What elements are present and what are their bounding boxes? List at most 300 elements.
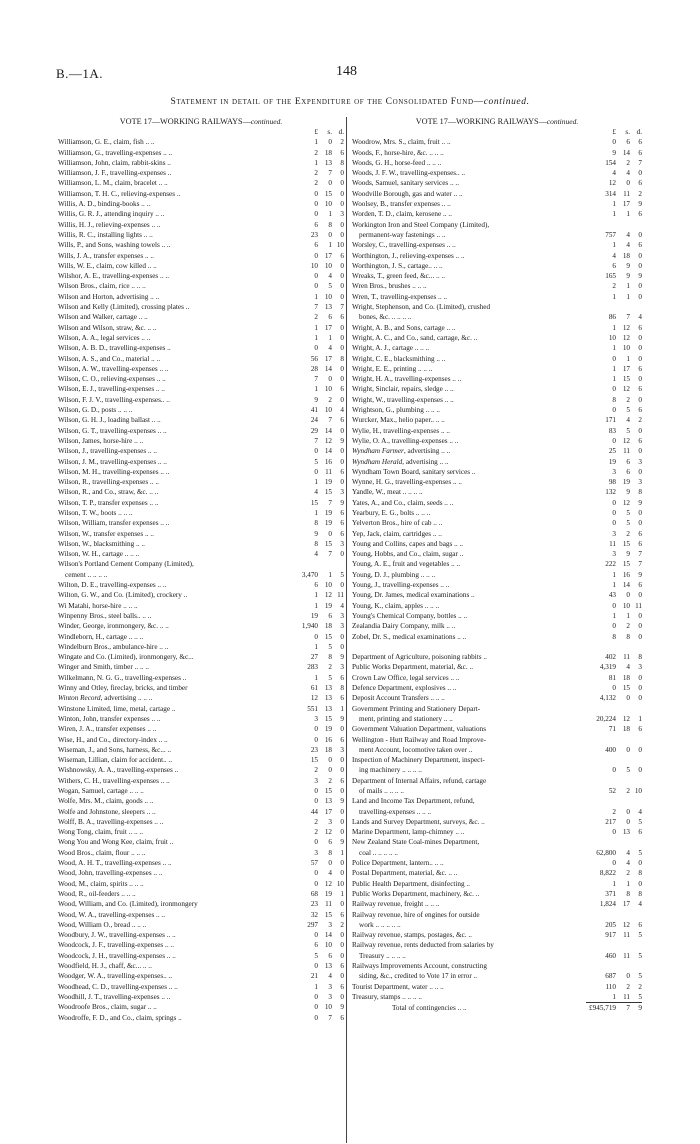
amount-shillings: 11 [623,189,630,198]
amount-pounds: 283 [307,663,318,672]
expenditure-row [352,529,642,539]
amount-pounds: 41 [310,406,318,415]
amount-pounds: 0 [612,828,616,837]
amount-shillings: 8 [328,653,332,662]
amount-pounds: 0 [612,859,616,868]
expenditure-row [352,354,642,364]
amount-pounds: 2 [314,313,318,322]
expenditure-row [58,261,344,271]
amount-pence: 10 [336,879,344,888]
amount-pence: 0 [340,323,344,332]
amount-pence: 0 [638,673,642,682]
expenditure-row [58,899,344,909]
row-description: Postal Department, material, &c. .. .. [352,869,458,878]
page-number: 148 [336,64,357,79]
expenditure-row [58,590,344,600]
amount-pence: 0 [638,684,642,693]
row-description: Withers, C. H., travelling-expenses .. .. [58,776,170,785]
amount-pounds: 3 [314,714,318,723]
amount-pence: 0 [340,292,344,301]
amount-pence: 9 [340,436,344,445]
amount-pounds: 687 [605,972,616,981]
row-description: Defence Department, explosives .. .. [352,684,457,693]
amount-shillings: 10 [324,200,332,209]
row-description: Wong Tong, claim, fruit .. .. .. [58,828,144,837]
amount-pounds: 24 [310,416,318,425]
row-description: Wilson, G. D., posts .. .. .. [58,406,133,415]
amount-pence: d. [338,128,344,136]
amount-pounds: 61 [310,684,318,693]
row-description: Marine Department, lamp-chimney .. .. [352,828,465,837]
amount-pounds: 7 [314,303,318,312]
row-description: Wilson and Wilson, straw, &c. .. .. [58,323,157,332]
currency-header-row [58,127,344,137]
expenditure-row [352,807,642,817]
expenditure-row [58,889,344,899]
amount-pounds: 2 [314,817,318,826]
amount-pounds: 402 [605,653,616,662]
amount-shillings: 18 [324,622,332,631]
row-description: Treasury, stamps .. .. .. .. [352,992,422,1001]
expenditure-row [58,508,344,518]
row-description: Worsley, C., travelling-expenses .. .. [352,241,456,250]
amount-pence: 0 [340,642,344,651]
row-description: Wyndham Town Board, sanitary services .. [352,467,476,476]
row-description: Williamson, G., travelling-expenses .. .. [58,148,173,157]
expenditure-row [352,951,642,961]
row-description: Wright, Stephenson, and Co. (Limited), crushed [352,303,491,312]
expenditure-row [58,302,344,312]
expenditure-row [58,148,344,158]
expenditure-row [352,920,642,930]
amount-pounds: 1 [612,570,616,579]
amount-shillings: 16 [324,457,332,466]
amount-pounds: 0 [612,519,616,528]
amount-pence: 2 [638,982,642,991]
amount-pence: 5 [638,972,642,981]
row-description: Wilshor, A. E., travelling-expenses .. .. [58,272,170,281]
expenditure-row [352,848,642,858]
row-description: Treasury .. .. .. .. [359,951,406,960]
row-description: Woodrow, Mrs. S., claim, fruit .. .. [352,138,451,147]
row-description: Wylie, H., travelling-expenses .. .. [352,426,450,435]
amount-pounds: 7 [314,436,318,445]
amount-pounds: 0 [612,436,616,445]
amount-shillings: 10 [324,941,332,950]
amount-shillings: 18 [622,725,630,734]
amount-pence: 5 [638,848,642,857]
amount-pence: 6 [638,539,642,548]
amount-pence: 3 [340,622,344,631]
amount-pounds: 1 [612,992,616,1001]
amount-pounds: 8 [612,632,616,641]
amount-shillings: 13 [324,303,332,312]
amount-pence: 4 [638,313,642,322]
amount-pence: 0 [340,426,344,435]
amount-pence: 0 [340,189,344,198]
expenditure-row [58,982,344,992]
amount-pence: 0 [340,828,344,837]
row-description: Wright, E. E., printing .. .. .. [352,364,433,373]
right-heading-text: VOTE 17—WORKING RAILWAYS— [415,117,547,126]
amount-pounds: 68 [310,889,318,898]
amount-pence: 0 [340,787,344,795]
amount-shillings: 9 [626,261,630,270]
expenditure-row [58,457,344,467]
row-description: Windleborn, H., cartage .. .. .. [58,632,144,641]
expenditure-row [352,662,642,672]
expenditure-row [352,498,642,508]
row-description: Railways Improvements Account, constructing [352,962,487,971]
amount-shillings: 1 [626,611,630,620]
row-description: Wilson, E. J., travelling-expenses .. .. [58,385,165,394]
amount-pounds: 29 [310,426,318,435]
amount-shillings: 15 [324,189,332,198]
amount-pence: 6 [340,776,344,785]
amount-pence: 0 [340,859,344,868]
row-description: Wilson, F. J. V., travelling-expenses.. .. [58,395,170,404]
amount-pounds: 56 [310,354,318,363]
amount-pence: 7 [638,560,642,569]
expenditure-row [58,487,344,497]
amount-shillings: 15 [324,787,332,795]
amount-pounds: 4,132 [599,694,616,703]
amount-pounds: 0 [314,251,318,260]
amount-pounds: 2 [612,282,616,291]
expenditure-row [352,786,642,796]
expenditure-row [58,137,344,147]
amount-pence: 8 [340,684,344,693]
row-description: Willis, A. D., binding-books .. .. [58,200,151,209]
amount-pounds: 32 [310,910,318,919]
amount-pence: 6 [638,323,642,332]
amount-pence: 6 [340,673,344,682]
expenditure-row [352,590,642,600]
amount-pence: 0 [340,931,344,940]
amount-shillings: s. [625,128,630,136]
amount-pounds: 8,822 [599,869,616,878]
expenditure-row [352,220,642,230]
expenditure-row [352,868,642,878]
expenditure-row [58,755,344,765]
right-column [352,117,642,1013]
amount-pence: 0 [638,282,642,291]
row-description: Wilson's Portland Cement Company (Limited), [58,560,194,569]
row-description: Woods, G. H., horse-feed .. .. .. [352,158,442,167]
amount-shillings: 6 [328,611,332,620]
amount-pence: 6 [340,148,344,157]
row-description: cement .. .. .. .. [65,570,108,579]
row-description: Wright, H. A., travelling-expenses .. .. [352,375,462,384]
expenditure-row [58,518,344,528]
amount-pence: 5 [638,992,642,1001]
expenditure-row [352,601,642,611]
amount-pounds: £ [314,128,318,136]
amount-pence: 0 [340,179,344,188]
amount-shillings: 10 [324,406,332,415]
amount-pounds: £ [612,128,616,136]
amount-pounds: 23 [310,745,318,754]
amount-shillings: 3 [328,992,332,1001]
amount-pence: 2 [340,920,344,929]
amount-pounds: 0 [314,210,318,219]
row-description: Wilson, William, transfer expenses .. .. [58,519,170,528]
caption-text: Statement in detail of the Expenditure of the Consolidated Fund— [170,97,484,107]
amount-pence: 0 [638,745,642,754]
right-heading-cont: continued. [546,117,579,126]
row-description: Yandle, W., meat .. .. .. .. [352,488,423,497]
left-column-heading [58,117,344,127]
row-description: Wright, W., travelling-expenses .. .. [352,395,454,404]
amount-shillings: 2 [626,787,630,795]
row-description: Railway revenue, rents deducted from salaries by [352,941,494,950]
expenditure-row [58,446,344,456]
amount-shillings: 2 [626,529,630,538]
row-description: Wills, W. E., claim, cow killed .. .. [58,261,157,270]
amount-shillings: 6 [328,838,332,847]
amount-shillings: s. [327,128,332,136]
amount-shillings: 4 [626,230,630,239]
amount-pounds: 400 [605,745,616,754]
expenditure-row [352,693,642,703]
row-description: Woodfield, H. J., chaff, &c... .. .. [58,962,152,971]
row-description: Yelverton Bros., hire of cab .. .. [352,519,443,528]
amount-pounds: 0 [314,797,318,806]
expenditure-row [352,961,642,971]
expenditure-row [58,251,344,261]
amount-pence: 0 [340,375,344,384]
expenditure-row [58,467,344,477]
amount-pence: 0 [340,581,344,590]
row-description: Willis, R. C., installing lights .. .. [58,230,153,239]
row-description: Wills, P., and Sons, washing towels .. .. [58,241,171,250]
row-description: Willis, G. R. J., attending inquiry .. .. [58,210,165,219]
amount-pence: 6 [638,529,642,538]
row-description: travelling-expenses .. .. .. [359,807,432,816]
expenditure-row [58,405,344,415]
amount-pence: 3 [340,539,344,548]
row-description: Wills, J. A., transfer expenses .. .. [58,251,154,260]
amount-shillings: 17 [324,323,332,332]
expenditure-row [58,178,344,188]
amount-shillings: 7 [616,1002,630,1013]
amount-pence: 7 [340,303,344,312]
amount-pence: 6 [340,982,344,991]
expenditure-row [58,374,344,384]
amount-pounds: 19 [310,611,318,620]
expenditure-row [352,992,642,1002]
amount-pence: 10 [336,241,344,250]
amount-pence: 0 [638,395,642,404]
amount-pounds: 110 [605,982,616,991]
amount-pence: 6 [340,735,344,744]
expenditure-row [58,199,344,209]
row-description: ing machinery .. .. .. .. [359,766,422,775]
expenditure-row [352,323,642,333]
amount-pence: 0 [638,859,642,868]
expenditure-row [58,745,344,755]
expenditure-row [58,827,344,837]
amount-shillings: 0 [626,694,630,703]
amount-shillings: 19 [324,478,332,487]
amount-pounds: 0 [612,622,616,631]
amount-pounds: 0 [314,344,318,353]
amount-pounds: 86 [608,313,616,322]
expenditure-row [58,415,344,425]
amount-pounds: 757 [605,230,616,239]
expenditure-row [352,899,642,909]
expenditure-row [58,930,344,940]
amount-pence: 0 [340,230,344,239]
amount-shillings: 12 [622,323,630,332]
amount-shillings: 7 [328,169,332,178]
caption-continued: continued. [483,97,530,107]
amount-pounds: 0 [314,725,318,734]
amount-pounds: 6 [314,941,318,950]
row-description: Government Printing and Stationery Depart- [352,704,481,713]
amount-pounds: 12 [310,694,318,703]
amount-pence: 6 [638,828,642,837]
row-description: Wiseman, Lillian, claim for accident.. .. [58,756,173,765]
amount-pounds: 1,940 [301,622,318,631]
amount-pence: 6 [638,581,642,590]
amount-shillings: 4 [626,848,630,857]
row-description: Wood, R., oil-feeders .. .. .. [58,889,136,898]
amount-pounds: 1 [314,642,318,651]
expenditure-row [58,683,344,693]
expenditure-row [352,642,642,652]
amount-shillings: 1 [626,292,630,301]
amount-pounds: 4 [314,488,318,497]
amount-pence: 6 [638,920,642,929]
amount-pounds: 0 [612,508,616,517]
amount-shillings: 1 [626,879,630,888]
row-description: Williamson, J. F., travelling-expenses .. [58,169,172,178]
amount-shillings: 9 [626,550,630,559]
expenditure-row [352,199,642,209]
amount-shillings: 17 [622,200,630,209]
expenditure-row [352,467,642,477]
amount-pence: 6 [638,210,642,219]
row-description: Wynne, H. G., travelling-expenses .. .. [352,478,462,487]
expenditure-row [58,735,344,745]
row-description: Wood, A. H. T., travelling-expenses .. .. [58,859,172,868]
amount-pence: 0 [340,972,344,981]
amount-pence: 9 [340,838,344,847]
row-description: Wilson, M. H., travelling-expenses .. .. [58,467,170,476]
row-description: ment, printing and stationery .. .. [359,714,453,723]
amount-pence: 0 [340,766,344,775]
amount-shillings: 2 [328,776,332,785]
amount-shillings: 16 [324,735,332,744]
amount-shillings: 19 [324,725,332,734]
amount-shillings: 10 [324,385,332,394]
row-description: Woodroffe, F. D., and Co., claim, springs .. [58,1013,182,1022]
amount-pence: 0 [638,169,642,178]
amount-pence: 0 [340,457,344,466]
amount-pence: 0 [340,344,344,353]
amount-shillings: 4 [626,416,630,425]
amount-pounds: 27 [310,653,318,662]
row-description: Wilson, W. H., cartage .. .. .. [58,550,140,559]
amount-pounds: 43 [608,591,616,600]
row-description: Winger and Smith, timber .. .. .. [58,663,149,672]
amount-pounds: 1 [612,581,616,590]
amount-pence: 0 [340,220,344,229]
expenditure-row [352,137,642,147]
row-description: Young, D. J., plumbing .. .. .. [352,570,436,579]
expenditure-row [352,570,642,580]
amount-pounds: 1 [314,508,318,517]
expenditure-row [352,292,642,302]
row-description: permanent-way fastenings .. .. [359,230,446,239]
amount-pence: 6 [340,694,344,703]
amount-shillings: 13 [324,684,332,693]
row-description: Wright, C. E., blacksmithing .. .. [352,354,446,363]
expenditure-row [58,621,344,631]
amount-shillings: 0 [328,859,332,868]
row-description: Yep, Jack, claim, cartridges .. .. [352,529,442,538]
row-description: Department of Internal Affairs, refund, cartage [352,776,487,785]
expenditure-row [352,405,642,415]
expenditure-row [58,426,344,436]
amount-shillings: 12 [324,879,332,888]
row-description: Wright, Sinclair, repairs, sledge .. .. [352,385,454,394]
row-description: Woolsey, B., transfer expenses .. .. [352,200,451,209]
expenditure-row [352,745,642,755]
amount-pence: 8 [340,158,344,167]
right-column-heading [352,117,642,127]
expenditure-row [58,704,344,714]
expenditure-row [58,230,344,240]
amount-pounds: 132 [605,488,616,497]
amount-pence: 0 [340,756,344,765]
amount-shillings: 15 [622,684,630,693]
expenditure-row [58,364,344,374]
amount-shillings: 14 [622,581,630,590]
amount-shillings: 18 [324,148,332,157]
amount-pence: 2 [340,138,344,147]
amount-pounds: 71 [608,725,616,734]
amount-shillings: 12 [622,714,630,723]
expenditure-row [58,477,344,487]
expenditure-row [352,889,642,899]
expenditure-row [352,837,642,847]
amount-pence: 0 [340,261,344,270]
row-description: Zealandia Dairy Company, milk .. .. [352,622,456,631]
expenditure-row [352,611,642,621]
amount-pounds: 4 [612,251,616,260]
amount-pence: 6 [340,313,344,322]
amount-shillings: 6 [328,951,332,960]
amount-shillings: 0 [626,817,630,826]
amount-shillings: 1 [328,241,332,250]
amount-pounds: 0 [314,467,318,476]
expenditure-row [58,673,344,683]
amount-pounds: 15 [310,498,318,507]
amount-pounds: 4,319 [599,663,616,672]
amount-pence: 8 [638,653,642,662]
row-description: Railway revenue, stamps, postages, &c. .. [352,931,472,940]
expenditure-row [58,384,344,394]
row-description: Williamson, T. H. C., relieving-expenses .. [58,189,181,198]
amount-pence: 6 [340,529,344,538]
amount-pence: 6 [340,251,344,260]
amount-pence: 11 [635,601,642,610]
page-ref: B.—1A. [56,66,104,81]
amount-shillings: 13 [324,704,332,713]
amount-shillings: 19 [324,601,332,610]
